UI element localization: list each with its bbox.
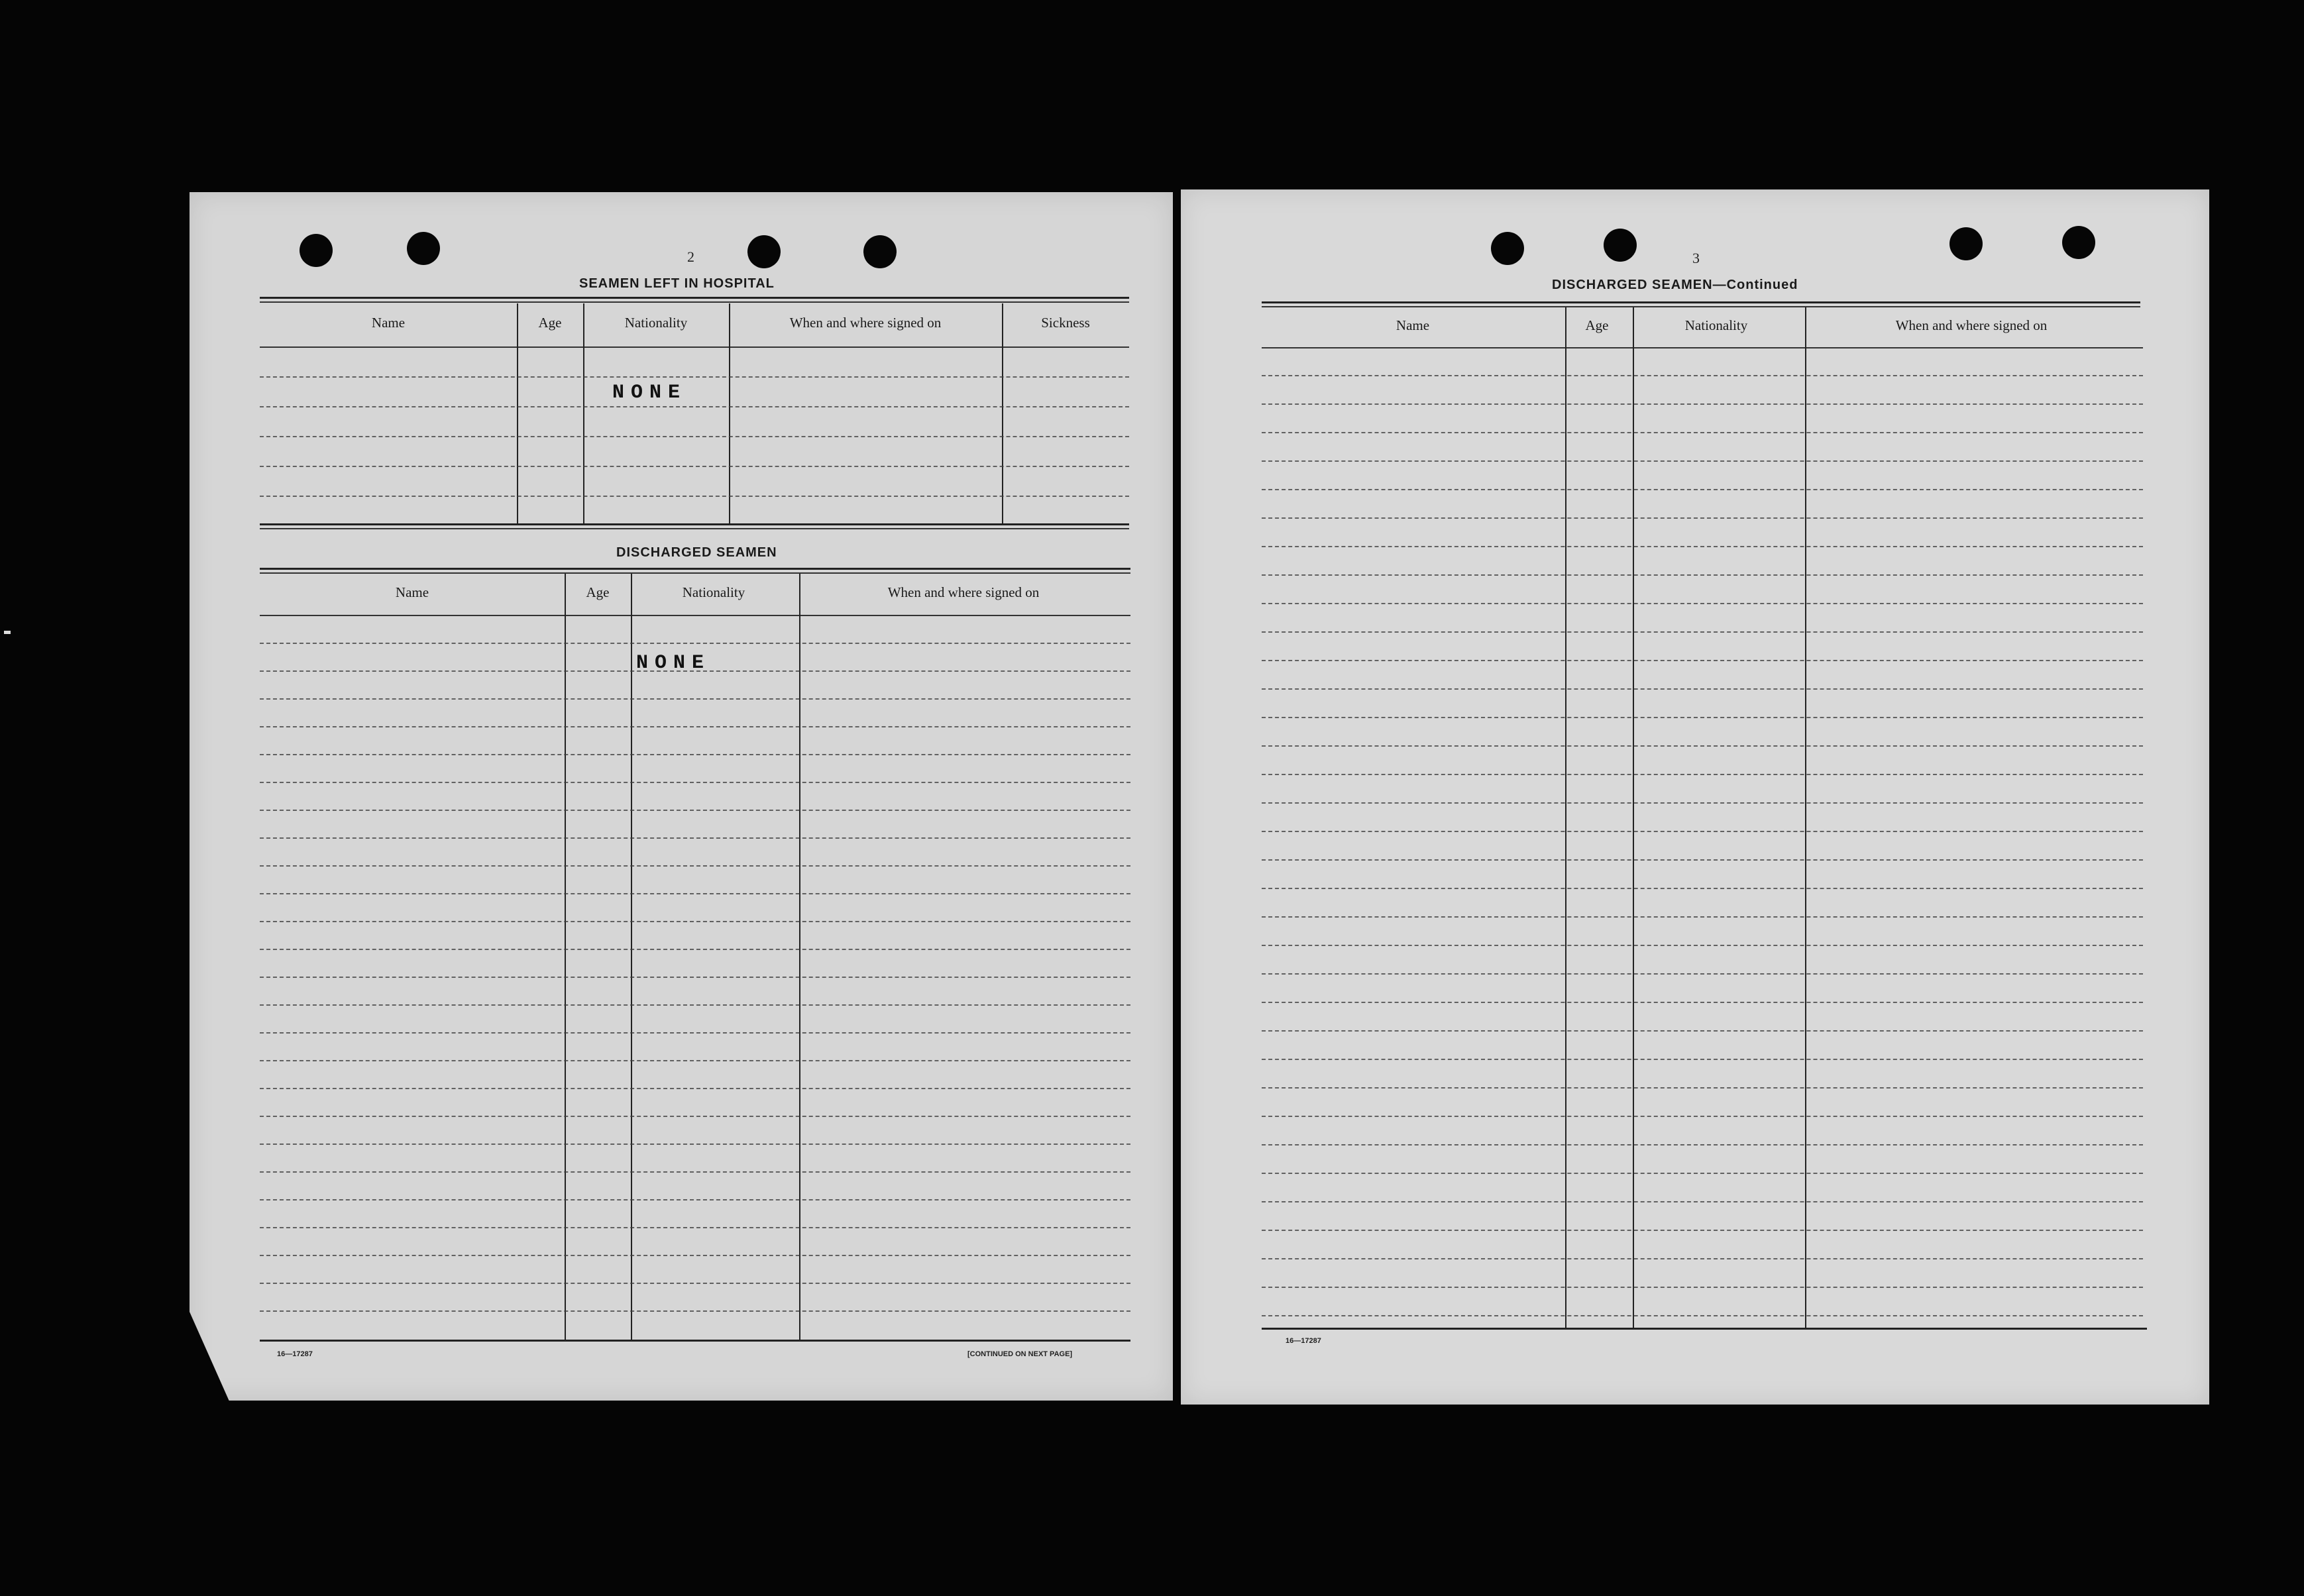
row-line — [260, 1171, 1130, 1173]
none-stamp-hospital: NONE — [612, 382, 687, 404]
folded-corner — [190, 1312, 229, 1401]
table-rule — [260, 568, 1130, 570]
col-header-when-where: When and where signed on — [789, 315, 942, 331]
row-line — [260, 893, 1130, 894]
row-line — [1262, 945, 2143, 946]
table-rule — [1262, 1328, 2147, 1330]
column-divider — [799, 574, 800, 1341]
header-rule — [260, 615, 1130, 616]
form-number: 16—17287 — [277, 1350, 313, 1358]
col-header-sickness: Sickness — [1041, 315, 1090, 331]
discharged-continued-title: DISCHARGED SEAMEN—Continued — [1552, 278, 1798, 292]
row-line — [1262, 888, 2143, 889]
row-line — [1262, 774, 2143, 775]
row-line — [260, 643, 1130, 644]
form-number: 16—17287 — [1286, 1337, 1321, 1345]
punch-hole — [863, 235, 897, 268]
row-line — [1262, 1059, 2143, 1060]
row-line — [260, 1088, 1130, 1089]
punch-hole — [407, 232, 440, 265]
right-page — [1181, 189, 2209, 1405]
row-line — [1262, 489, 2143, 490]
table-rule — [260, 572, 1130, 574]
row-line — [1262, 1087, 2143, 1089]
col-header-when-where: When and where signed on — [1895, 317, 2048, 333]
none-stamp-discharged: NONE — [636, 652, 711, 674]
page-number-right: 3 — [1692, 250, 1700, 266]
table-rule — [260, 523, 1129, 525]
punch-hole — [747, 235, 781, 268]
page-number-left: 2 — [687, 248, 694, 265]
discharged-section-title: DISCHARGED SEAMEN — [616, 545, 777, 560]
row-line — [260, 1283, 1130, 1284]
row-line — [1262, 1144, 2143, 1145]
col-header-when-where: When and where signed on — [887, 584, 1040, 600]
left-page — [190, 192, 1173, 1401]
column-divider — [631, 574, 632, 1341]
punch-hole — [300, 234, 333, 267]
row-line — [1262, 688, 2143, 690]
row-line — [1262, 745, 2143, 747]
hospital-section-title: SEAMEN LEFT IN HOSPITAL — [579, 276, 775, 291]
row-line — [260, 436, 1129, 437]
col-header-age: Age — [1585, 317, 1609, 333]
row-line — [260, 921, 1130, 922]
col-header-name: Name — [1396, 317, 1430, 333]
row-line — [1262, 574, 2143, 576]
row-line — [260, 1227, 1130, 1228]
row-line — [1262, 802, 2143, 804]
row-line — [1262, 1230, 2143, 1231]
row-line — [260, 406, 1129, 407]
col-header-name: Name — [371, 315, 406, 331]
punch-hole — [1604, 229, 1637, 262]
column-divider — [1002, 303, 1003, 525]
row-line — [1262, 831, 2143, 832]
column-divider — [517, 303, 518, 525]
row-line — [1262, 1287, 2143, 1288]
col-header-age: Age — [538, 315, 562, 331]
row-line — [1262, 375, 2143, 376]
col-header-nationality: Nationality — [1684, 317, 1748, 333]
row-line — [1262, 1201, 2143, 1202]
table-rule — [260, 1340, 1130, 1342]
continued-note: [CONTINUED ON NEXT PAGE] — [967, 1350, 1073, 1358]
col-header-nationality: Nationality — [624, 315, 688, 331]
row-line — [260, 1032, 1130, 1034]
row-line — [1262, 460, 2143, 462]
row-line — [1262, 1258, 2143, 1259]
row-line — [260, 977, 1130, 978]
punch-hole — [1949, 227, 1983, 260]
row-line — [260, 376, 1129, 378]
row-line — [1262, 432, 2143, 433]
row-line — [260, 726, 1130, 727]
column-divider — [729, 303, 730, 525]
table-rule — [260, 301, 1129, 303]
row-line — [260, 782, 1130, 783]
row-line — [1262, 403, 2143, 405]
column-divider — [565, 574, 566, 1341]
row-line — [1262, 717, 2143, 718]
col-header-name: Name — [395, 584, 429, 600]
row-line — [260, 837, 1130, 839]
table-rule — [1262, 301, 2140, 303]
col-header-nationality: Nationality — [682, 584, 745, 600]
row-line — [1262, 859, 2143, 861]
punch-hole — [1491, 232, 1524, 265]
row-line — [260, 1310, 1130, 1312]
column-divider — [583, 303, 584, 525]
row-line — [1262, 973, 2143, 975]
row-line — [1262, 1315, 2143, 1316]
row-line — [260, 810, 1130, 811]
row-line — [1262, 631, 2143, 633]
header-rule — [260, 346, 1129, 348]
col-header-age: Age — [586, 584, 610, 600]
row-line — [260, 1004, 1130, 1006]
row-line — [260, 949, 1130, 950]
header-rule — [1262, 347, 2143, 348]
row-line — [260, 1199, 1130, 1200]
row-line — [1262, 1173, 2143, 1174]
row-line — [260, 1116, 1130, 1117]
scan-speck — [4, 631, 11, 634]
table-rule — [1262, 306, 2140, 307]
row-line — [1262, 916, 2143, 918]
punch-hole — [2062, 226, 2095, 259]
row-line — [260, 1255, 1130, 1256]
row-line — [1262, 1116, 2143, 1117]
row-line — [260, 865, 1130, 867]
row-line — [1262, 1030, 2143, 1032]
row-line — [1262, 603, 2143, 604]
row-line — [260, 496, 1129, 497]
row-line — [260, 754, 1130, 755]
row-line — [1262, 517, 2143, 519]
row-line — [1262, 546, 2143, 547]
row-line — [260, 698, 1130, 700]
table-rule — [260, 528, 1129, 529]
row-line — [1262, 1002, 2143, 1003]
row-line — [260, 1144, 1130, 1145]
row-line — [260, 1060, 1130, 1061]
table-rule — [260, 297, 1129, 299]
row-line — [1262, 660, 2143, 661]
row-line — [260, 466, 1129, 467]
